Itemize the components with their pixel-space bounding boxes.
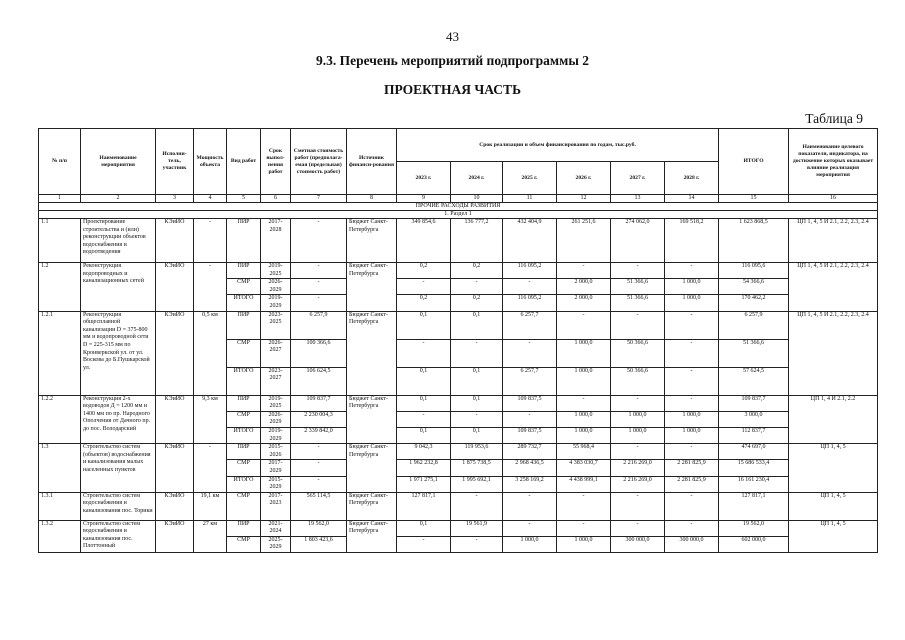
work-type: ПИР [227,311,261,339]
amount-y2024: 0,1 [451,395,503,411]
work-type: ИТОГО [227,476,261,492]
period: 2015-2029 [261,476,291,492]
cost: 1 803 423,6 [291,536,347,552]
cost: - [291,295,347,311]
measure-name: Строительство систем (объектов) водоснабжения и канализования малых населенных пунктов [81,444,156,493]
amount-y2024: - [451,411,503,427]
page-number: 43 [446,29,459,44]
measure-name: Проектирование строительства и (или) реконструкции объектов водоснабжения и водоотведения [81,219,156,263]
amount-y2028: - [665,520,719,536]
cost: - [291,279,347,295]
column-number: 9 [397,195,451,203]
work-type: СМР [227,460,261,476]
header-2025: 2025 г. [503,162,557,195]
cost: 19 562,0 [291,520,347,536]
work-type: ПИР [227,219,261,263]
amount-total: 112 837,7 [719,427,789,443]
executor: КЭиИО [156,219,194,263]
header-years-group: Срок реализации и объем финансирования по годам, тыс.руб. [397,129,719,162]
amount-y2024: - [451,279,503,295]
column-number: 2 [81,195,156,203]
header-period: Срок выпол-нения работ [261,129,291,195]
amount-y2026: - [557,263,611,279]
row-number: 1.3.1 [39,492,81,520]
amount-y2025: - [503,492,557,520]
amount-y2026: - [557,492,611,520]
period: 2025-2029 [261,536,291,552]
amount-y2023: 0,1 [397,311,451,339]
amount-total: 19 562,0 [719,520,789,536]
work-type: ПИР [227,520,261,536]
amount-y2028: 1 000,0 [665,427,719,443]
executor: КЭиИО [156,395,194,444]
amount-y2028: - [665,492,719,520]
period: 2023-2025 [261,311,291,339]
header-2026: 2026 г. [557,162,611,195]
amount-y2026: 261 251,6 [557,219,611,263]
amount-total: 474 697,0 [719,444,789,460]
amount-y2027: 1 000,0 [611,427,665,443]
column-number: 12 [557,195,611,203]
amount-y2027: 50 366,6 [611,367,665,395]
amount-y2028: 1 000,0 [665,279,719,295]
amount-y2023: 349 854,6 [397,219,451,263]
amount-y2025: 289 732,7 [503,444,557,460]
amount-y2027: 51 366,6 [611,295,665,311]
amount-y2025: - [503,339,557,367]
amount-y2023: 0,1 [397,367,451,395]
column-number-row [39,195,878,203]
amount-y2028: 2 281 825,9 [665,476,719,492]
header-num: № п/п [39,129,81,195]
measures-table [38,128,878,553]
row-number: 1.2.1 [39,311,81,395]
amount-y2025: - [503,520,557,536]
executor: КЭиИО [156,520,194,552]
amount-y2026: 1 000,0 [557,339,611,367]
period: 2026-2029 [261,411,291,427]
amount-y2028: 2 281 825,9 [665,460,719,476]
amount-y2028: - [665,311,719,339]
work-type: СМР [227,411,261,427]
amount-y2026: 1 000,0 [557,536,611,552]
amount-total: 6 257,9 [719,311,789,339]
header-2028: 2028 г. [665,162,719,195]
funding-source: Бюджет Санкт-Петербурга [347,395,397,444]
cost: - [291,444,347,460]
cost: - [291,476,347,492]
column-number: 6 [261,195,291,203]
amount-y2026: 1 000,0 [557,367,611,395]
amount-y2026: 1 000,0 [557,411,611,427]
indicator: ЦП 1, 4, 5 [789,444,878,493]
capacity: - [194,219,227,263]
amount-y2024: 1 995 692,1 [451,476,503,492]
cost: 2 230 004,3 [291,411,347,427]
amount-y2024: 1 875 738,5 [451,460,503,476]
funding-source: Бюджет Санкт-Петербурга [347,492,397,520]
amount-y2024: 0,1 [451,311,503,339]
amount-y2024: 119 953,6 [451,444,503,460]
header-2027: 2027 г. [611,162,665,195]
table-row [39,311,878,339]
amount-total: 170 462,2 [719,295,789,311]
executor: КЭиИО [156,492,194,520]
section-row [39,203,878,211]
amount-y2027: 274 062,0 [611,219,665,263]
amount-y2027: - [611,492,665,520]
amount-y2028: - [665,395,719,411]
work-type: ИТОГО [227,367,261,395]
indicator: ЦП 1, 4, 5 И 2.1, 2.2, 2.3, 2.4 [789,219,878,263]
capacity: - [194,263,227,312]
amount-total: 16 161 230,4 [719,476,789,492]
row-number: 1.2 [39,263,81,312]
amount-y2028: 300 000,0 [665,536,719,552]
amount-y2028: - [665,339,719,367]
amount-y2024: 0,2 [451,263,503,279]
header-capacity: Мощность объекта [194,129,227,195]
amount-y2026: 4 383 030,7 [557,460,611,476]
work-type: ПИР [227,444,261,460]
header-executor: Исполни-тель, участник [156,129,194,195]
column-number: 5 [227,195,261,203]
cost: 106 624,5 [291,367,347,395]
amount-y2028: 1 000,0 [665,295,719,311]
amount-y2025: 432 404,9 [503,219,557,263]
cost: 6 257,9 [291,311,347,339]
amount-y2028: 1 000,0 [665,411,719,427]
work-type: ПИР [227,395,261,411]
funding-source: Бюджет Санкт-Петербурга [347,444,397,493]
amount-y2023: 0,2 [397,295,451,311]
amount-y2025: 3 258 169,2 [503,476,557,492]
amount-total: 15 686 533,4 [719,460,789,476]
column-number: 15 [719,195,789,203]
row-number: 1.3 [39,444,81,493]
column-number: 14 [665,195,719,203]
table-row [39,263,878,279]
amount-total: 54 366,6 [719,279,789,295]
amount-y2027: 2 216 269,0 [611,460,665,476]
amount-y2026: - [557,520,611,536]
amount-y2027: 51 366,6 [611,279,665,295]
period: 2019-2025 [261,395,291,411]
amount-y2023: 127 817,1 [397,492,451,520]
period: 2026-2027 [261,339,291,367]
cost: 2 339 842,0 [291,427,347,443]
amount-y2027: - [611,263,665,279]
amount-y2025: - [503,279,557,295]
table-row [39,492,878,520]
table-row [39,520,878,536]
header-2024: 2024 г. [451,162,503,195]
header-indicator: Наименование целевого показателя, индикатора, на достижение которых оказывает влияние реализация мероприятия [789,129,878,195]
amount-y2028: - [665,367,719,395]
amount-y2025: 6 257,7 [503,367,557,395]
amount-y2023: - [397,279,451,295]
amount-total: 127 817,1 [719,492,789,520]
column-number: 1 [39,195,81,203]
amount-y2024: - [451,536,503,552]
row-number: 1.2.2 [39,395,81,444]
measure-name: Строительство систем водоснабжения и канализования пос. Плоттонный [81,520,156,552]
amount-y2024: 19 561,9 [451,520,503,536]
executor: КЭиИО [156,263,194,312]
column-number: 4 [194,195,227,203]
funding-source: Бюджет Санкт-Петербурга [347,520,397,552]
amount-total: 3 000,0 [719,411,789,427]
amount-y2023: - [397,339,451,367]
column-number: 13 [611,195,665,203]
amount-y2025: 1 000,0 [503,536,557,552]
work-type: СМР [227,492,261,520]
amount-y2027: - [611,520,665,536]
amount-y2026: 1 000,0 [557,427,611,443]
amount-y2026: 2 000,0 [557,295,611,311]
amount-y2027: 300 000,0 [611,536,665,552]
amount-y2026: - [557,311,611,339]
amount-y2024: 136 777,2 [451,219,503,263]
amount-y2024: - [451,339,503,367]
indicator: ЦП 1, 4 И 2.1, 2.2 [789,395,878,444]
amount-total: 1 623 868,5 [719,219,789,263]
table-row [39,219,878,263]
amount-y2026: - [557,395,611,411]
amount-y2025: - [503,411,557,427]
amount-y2027: - [611,395,665,411]
column-number: 11 [503,195,557,203]
amount-y2025: 116 095,2 [503,295,557,311]
table-row [39,444,878,460]
amount-y2025: 109 837,5 [503,395,557,411]
amount-y2027: - [611,311,665,339]
amount-total: 109 837,7 [719,395,789,411]
subsection-label: 1. Раздел 1 [39,211,878,219]
amount-y2025: 109 837,5 [503,427,557,443]
amount-y2026: 55 968,4 [557,444,611,460]
work-type: ИТОГО [227,295,261,311]
amount-y2028: - [665,444,719,460]
cost: - [291,263,347,279]
amount-y2028: 169 518,2 [665,219,719,263]
work-type: СМР [227,536,261,552]
amount-y2023: - [397,536,451,552]
cost: 565 114,5 [291,492,347,520]
indicator: ЦП 1, 4, 5 [789,520,878,552]
column-number: 3 [156,195,194,203]
amount-y2027: - [611,444,665,460]
measure-name: Строительство систем водоснабжения и канализования пос. Торики [81,492,156,520]
section-title: 9.3. Перечень мероприятий подпрограммы 2 [315,53,589,68]
header-work-type: Вид работ [227,129,261,195]
executor: КЭиИО [156,444,194,493]
subsection-row [39,211,878,219]
period: 2026-2029 [261,279,291,295]
column-number: 7 [291,195,347,203]
amount-y2025: 116 095,2 [503,263,557,279]
amount-y2024: 0,1 [451,427,503,443]
amount-y2023: 0,1 [397,520,451,536]
indicator: ЦП 1, 4, 5 И 2.1, 2.2, 2.3, 2.4 [789,263,878,312]
amount-y2023: - [397,411,451,427]
table-caption: Таблица 9 [805,111,863,126]
column-number: 10 [451,195,503,203]
amount-y2023: 9 042,3 [397,444,451,460]
cost: 109 837,7 [291,395,347,411]
amount-y2023: 0,2 [397,263,451,279]
amount-y2023: 1 971 275,1 [397,476,451,492]
capacity: 19,1 км [194,492,227,520]
section-label: ПРОЧИЕ РАСХОДЫ РАЗВИТИЯ [39,203,878,211]
amount-y2023: 0,1 [397,427,451,443]
funding-source: Бюджет Санкт-Петербурга [347,311,397,395]
work-type: СМР [227,279,261,295]
funding-source: Бюджет Санкт-Петербурга [347,263,397,312]
measure-name: Реконструкция водопроводных и канализационных сетей [81,263,156,312]
period: 2023-2027 [261,367,291,395]
indicator: ЦП 1, 4, 5 [789,492,878,520]
period: 2019-2029 [261,427,291,443]
header-total: ИТОГО [719,129,789,195]
table-row [39,395,878,411]
part-title: ПРОЕКТНАЯ ЧАСТЬ [383,82,521,97]
amount-y2024: - [451,492,503,520]
period: 2017-2028 [261,219,291,263]
period: 2019-2029 [261,295,291,311]
work-type: СМР [227,339,261,367]
indicator: ЦП 1, 4, 5 И 2.1, 2.2, 2.3, 2.4 [789,311,878,395]
capacity: - [194,444,227,493]
header-2023: 2023 г. [397,162,451,195]
measure-name: Реконструкция 2-х водоводов Д = 1200 мм и 1400 мм по пр. Народного Ополчения от Дачного пр. до пос. Володарский [81,395,156,444]
amount-y2028: - [665,263,719,279]
amount-y2023: 1 962 232,8 [397,460,451,476]
amount-y2024: 0,2 [451,295,503,311]
cost: 100 366,6 [291,339,347,367]
row-number: 1.3.2 [39,520,81,552]
header-name: Наименование мероприятия [81,129,156,195]
amount-y2026: 2 000,0 [557,279,611,295]
cost: - [291,460,347,476]
executor: КЭиИО [156,311,194,395]
work-type: ПИР [227,263,261,279]
row-number: 1.1 [39,219,81,263]
amount-total: 51 366,6 [719,339,789,367]
period: 2017-2023 [261,492,291,520]
amount-y2027: 2 216 269,0 [611,476,665,492]
measure-name: Реконструкция общесплавной канализации D = 375-800 мм и водопроводной сети D = 225-315 мм по Кронверкской ул. от ул. Воскова до Б.Пушкарской ул. [81,311,156,395]
amount-y2023: 0,1 [397,395,451,411]
amount-y2027: 50 366,6 [611,339,665,367]
amount-y2027: 1 000,0 [611,411,665,427]
amount-y2025: 6 257,7 [503,311,557,339]
period: 2015-2026 [261,444,291,460]
column-number: 16 [789,195,878,203]
work-type: ИТОГО [227,427,261,443]
header-cost: Сметная стоимость работ (предполага-емая (предельная) стоимость работ) [291,129,347,195]
cost: - [291,219,347,263]
amount-total: 57 624,5 [719,367,789,395]
capacity: 27 км [194,520,227,552]
funding-source: Бюджет Санкт-Петербурга [347,219,397,263]
period: 2017-2029 [261,460,291,476]
header-source: Источник финанси-рования [347,129,397,195]
amount-y2026: 4 438 999,1 [557,476,611,492]
period: 2021-2024 [261,520,291,536]
amount-y2024: 0,1 [451,367,503,395]
amount-y2025: 2 968 436,5 [503,460,557,476]
capacity: 9,3 км [194,395,227,444]
period: 2019-2025 [261,263,291,279]
amount-total: 602 000,0 [719,536,789,552]
amount-total: 116 095,6 [719,263,789,279]
column-number: 8 [347,195,397,203]
capacity: 0,5 км [194,311,227,395]
